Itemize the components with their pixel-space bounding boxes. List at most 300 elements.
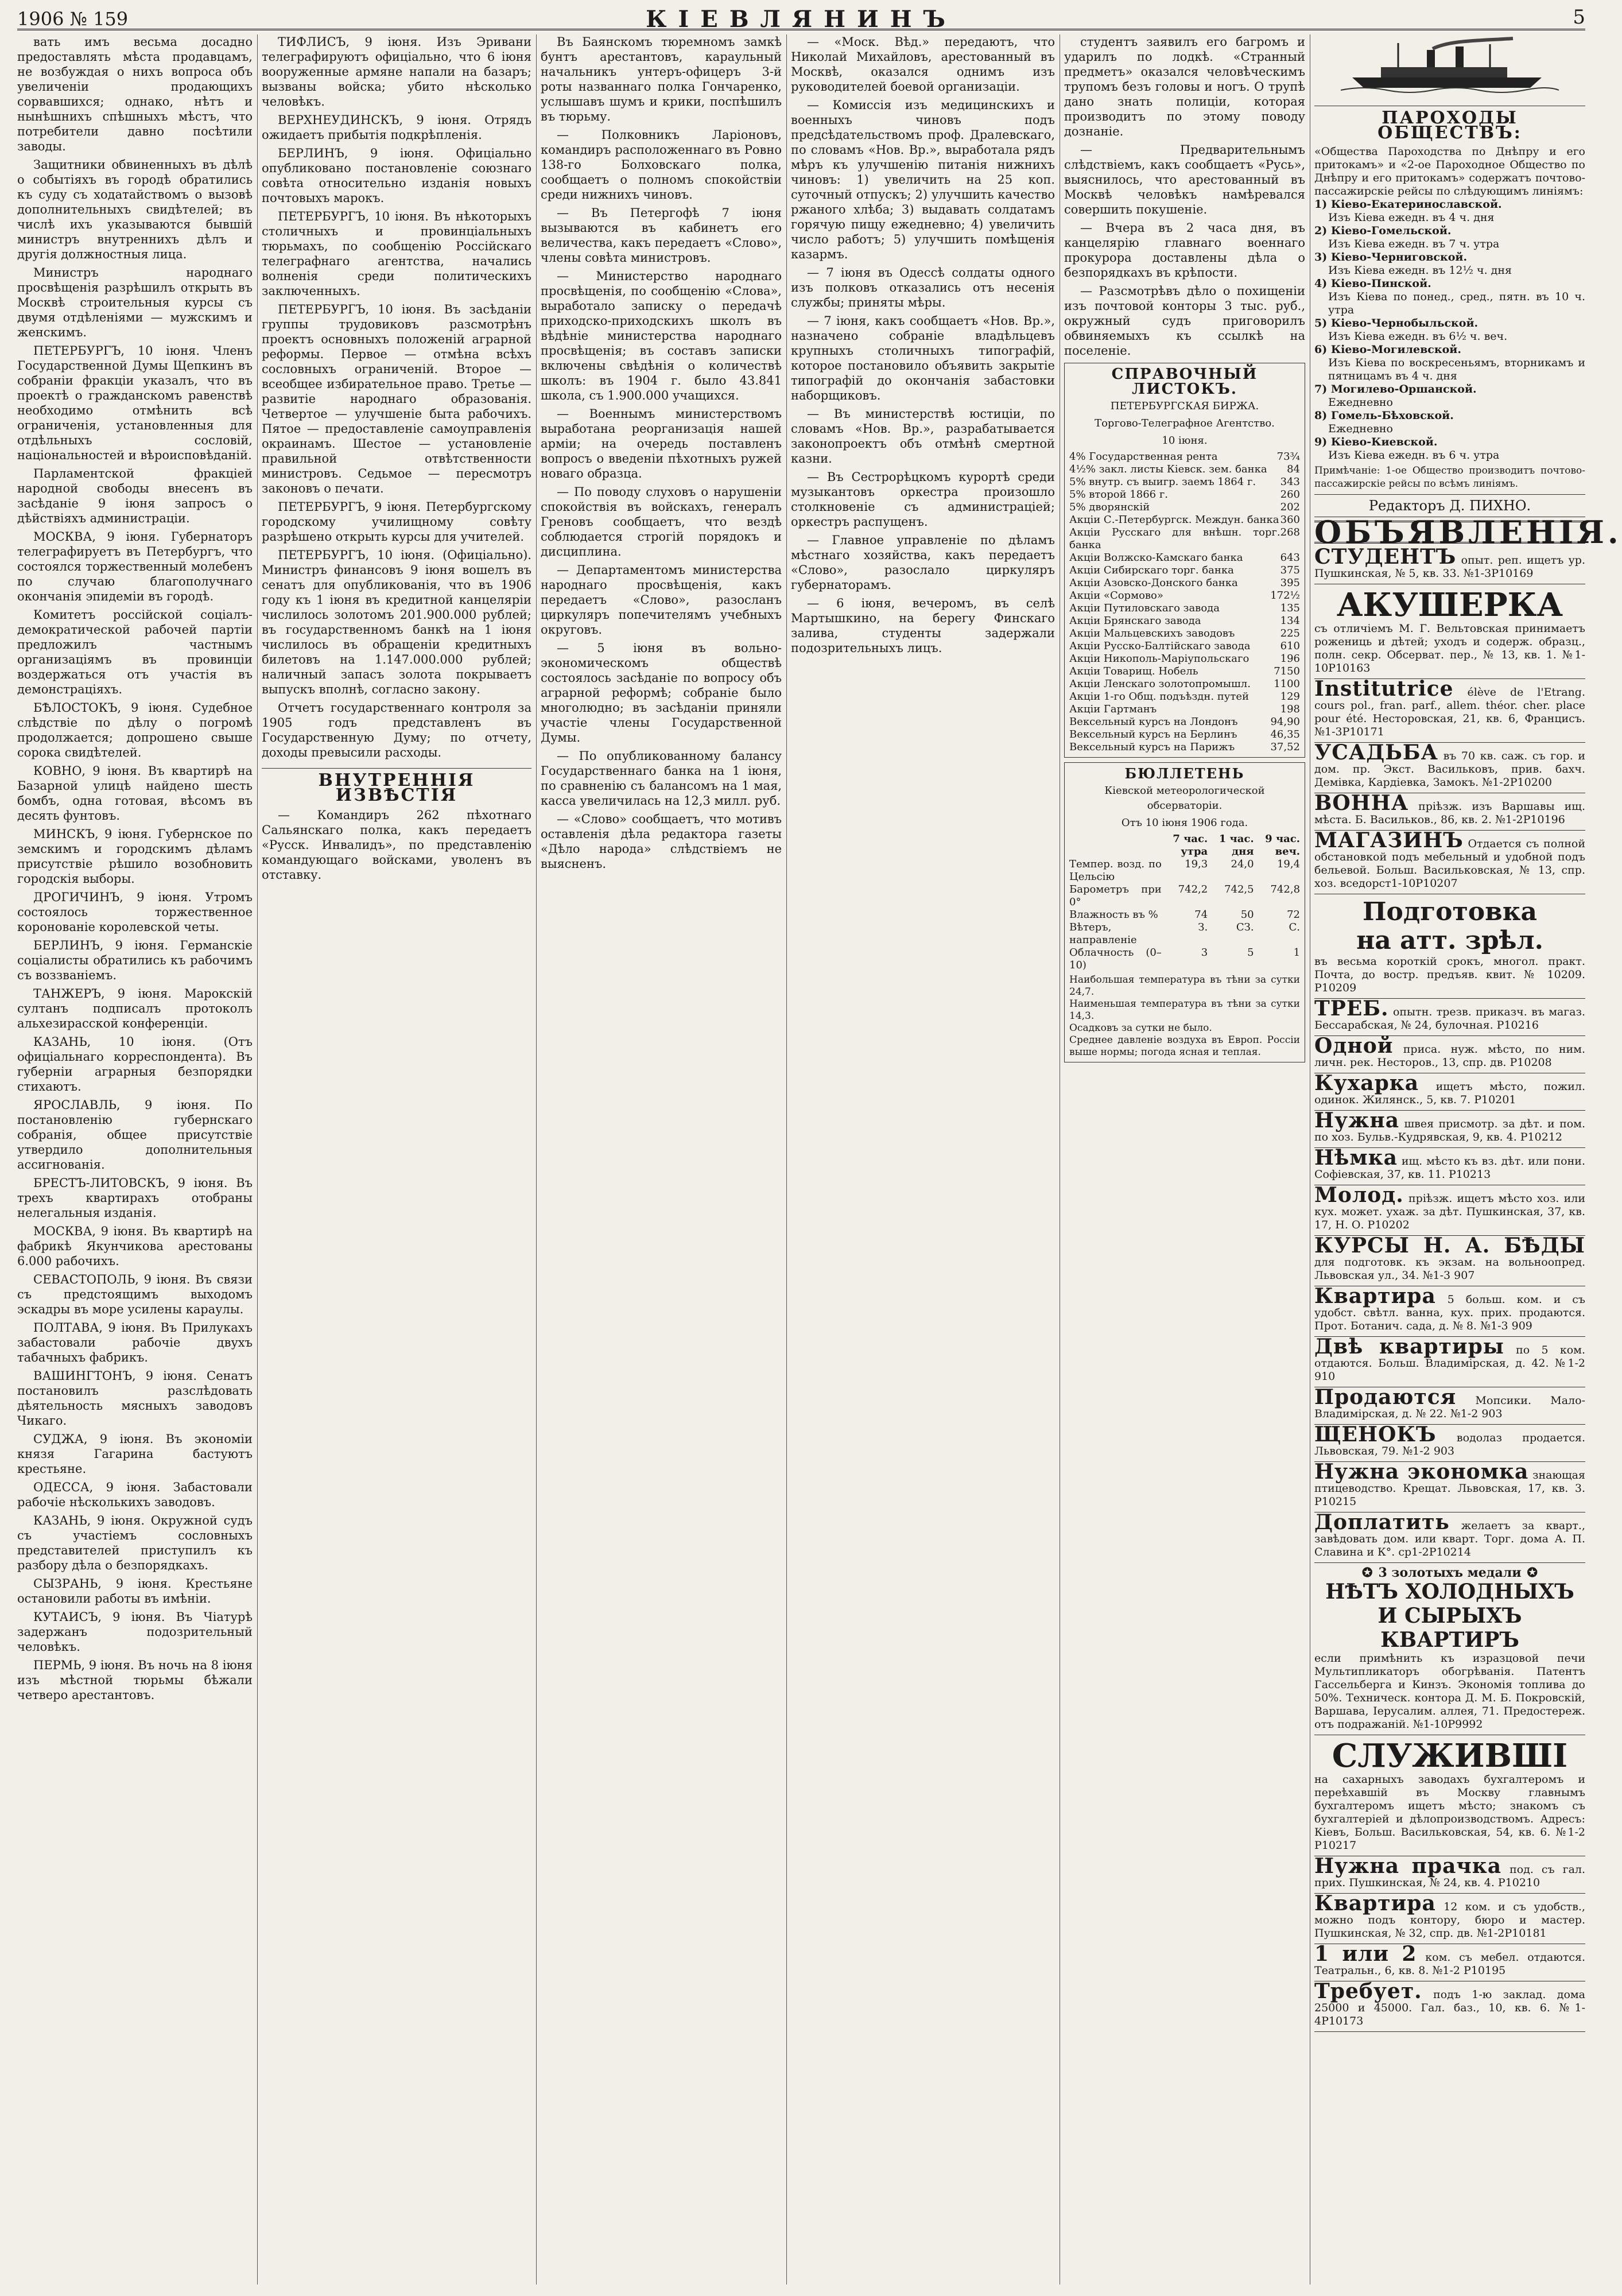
ad-text: élève de l'Etrang. cours pol., fran. parf., allem. théor. cher. place pour été. Несторовская, 21, кв. 6, Францисъ. №1-3Р10171 xyxy=(1314,686,1585,738)
ad-text: въ весьма короткій срокъ, многол. практ. Почта, до востр. предъяв. квит. № 10209. Р10209 xyxy=(1314,955,1585,994)
weather-cell: 19,3 xyxy=(1185,858,1208,870)
stock-name: 5% дворянскій xyxy=(1069,501,1150,513)
ad-text: швея присмотр. за дѣт. и пом. по хоз. Бульв.-Кудрявская, 9, кв. 4. Р10212 xyxy=(1314,1118,1585,1143)
weather-row xyxy=(1069,921,1300,947)
stock-price: 129 xyxy=(1280,691,1300,703)
classified-ad xyxy=(1314,1036,1585,1073)
stock-name: Акціи Путиловскаго завода xyxy=(1069,602,1220,614)
weather-cell: 742,5 xyxy=(1224,883,1254,895)
classified-ad xyxy=(1314,1462,1585,1512)
classified-ad xyxy=(1314,740,1585,793)
weather-header: 9 час. веч. xyxy=(1265,833,1301,858)
ad-heading: АКУШЕРКА xyxy=(1336,586,1563,624)
weather-note: Наименьшая температура въ тѣни за сутки 14,3. xyxy=(1069,998,1300,1022)
ad-text: съ отличіемъ М. Г. Вельтовская принимаетъ рожениць и дѣтей; уходъ и содерж. образц., полн. секр. Обсерват. пер., № 13, кв. 1. №1-10Р10163 xyxy=(1314,622,1585,674)
weather-cell: 74 xyxy=(1194,909,1208,921)
classified-ad xyxy=(1314,547,1585,584)
stock-row xyxy=(1069,463,1300,476)
ad-text: по 5 ком. отдаются. Больш. Владимірская, д. 42. №1-2 910 xyxy=(1314,1344,1585,1383)
stock-row xyxy=(1069,526,1300,552)
ad-text: водолаз продается. Львовская, 79. №1-2 903 xyxy=(1314,1432,1585,1457)
ad-heading: Молод. xyxy=(1314,1183,1404,1207)
stock-name: 5% второй 1866 г. xyxy=(1069,488,1168,501)
article-paragraph: СЫЗРАНЬ, 9 іюня. Крестьяне остановили работы въ имѣніи. xyxy=(17,1577,253,1605)
article-paragraph: БѢЛОСТОКЪ, 9 іюня. Судебное слѣдствіе по дѣлу о погромѣ продолжается; допрошено свыше сорока свидѣтелей. xyxy=(17,701,253,759)
page-number: 5 xyxy=(1573,6,1585,29)
weather-row xyxy=(1069,947,1300,972)
medals-badge xyxy=(1314,1566,1585,1580)
ad-heading: Нужна прачка xyxy=(1314,1854,1502,1878)
medal-icon: ✪ xyxy=(1527,1565,1538,1580)
article-paragraph: ПЕТЕРБУРГЪ, 9 іюня. Петербургскому городскому училищному совѣту разрѣшено открыть курсы для учителей. xyxy=(262,500,531,544)
weather-cell: 1 xyxy=(1293,947,1301,959)
ad-text: опыт. реп. ищетъ ур. Пушкинская, № 5, кв. 33. №1-3Р10169 xyxy=(1314,554,1585,580)
article-paragraph: — «Слово» сообщаетъ, что мотивъ оставленія дѣла редактора газеты «Дѣло народа» слѣдствіемъ не выясненъ. xyxy=(541,812,782,871)
stock-row xyxy=(1069,703,1300,716)
stock-row xyxy=(1069,451,1300,463)
article-paragraph: — 5 іюня въ вольно-экономическомъ обществѣ состоялось засѣданіе по вопросу объ аграрной реформѣ; собраніе было многолюдно; въ засѣданіи приняли участіе члены Государственной Думы. xyxy=(541,641,782,744)
stock-row xyxy=(1069,716,1300,728)
weather-note: Осадковъ за сутки не было. xyxy=(1069,1022,1212,1034)
stock-price: 37,52 xyxy=(1270,741,1300,753)
weather-cell: 742,8 xyxy=(1270,883,1301,895)
column-2 xyxy=(262,34,531,2285)
stock-row xyxy=(1069,476,1300,488)
stock-exchange-subtitle: ПЕТЕРБУРГСКАЯ БИРЖА. xyxy=(1110,400,1259,412)
ad-heading: Двѣ квартиры xyxy=(1314,1335,1504,1359)
stock-exchange-title: СПРАВОЧНЫЙ ЛИСТОКЪ. xyxy=(1111,366,1258,398)
steamer-route-schedule: Ежедневно xyxy=(1328,422,1393,435)
stock-row xyxy=(1069,488,1300,501)
stock-name: Акціи 1-го Общ. подъѣздн. путей xyxy=(1069,691,1249,703)
weather-subtitle: Кіевской метеорологической обсерваторіи. xyxy=(1104,785,1265,812)
classified-ad xyxy=(1314,1286,1585,1337)
stock-name: 5% внутр. съ выигр. заемъ 1864 г. xyxy=(1069,476,1256,488)
classified-ad xyxy=(1314,1981,1585,2032)
article-paragraph: СЕВАСТОПОЛЬ, 9 іюня. Въ связи съ предстоящимъ выходомъ эскадры въ море усилены караулы. xyxy=(17,1273,253,1316)
stock-price: 84 xyxy=(1287,463,1300,475)
ad-heading: Доплатить xyxy=(1314,1510,1450,1534)
article-paragraph: БЕРЛИНЪ, 9 іюня. Офиціально опубликовано постановленіе союзнаго совѣта относительно изданія новыхъ почтовыхъ марокъ. xyxy=(262,146,531,205)
steamer-route-name: 9) Кіево-Киевской. xyxy=(1314,436,1438,448)
steamer-route-schedule: Изъ Кіева ежедн. въ 6 ч. утра xyxy=(1328,449,1500,461)
column-4 xyxy=(791,34,1055,2285)
steamer-route xyxy=(1314,383,1585,409)
article-paragraph: МИНСКЪ, 9 іюня. Губернское по земскимъ и городскимъ дѣламъ присутствіе рѣшило возобновить городскія выборы. xyxy=(17,827,253,886)
ad-heading: КУРСЫ Н. А. БѢДЫ xyxy=(1314,1234,1585,1258)
article-paragraph: МОСКВА, 9 іюня. Въ квартирѣ на фабрикѣ Якунчикова арестованы 6.000 рабочихъ. xyxy=(17,1224,253,1268)
stock-price: 395 xyxy=(1280,577,1300,589)
weather-cell: Влажность въ % xyxy=(1069,909,1158,921)
article-paragraph: — Разсмотрѣвъ дѣло о похищеніи изъ почтовой конторы 3 тыс. руб., окружный судъ приговорилъ обвиняемыхъ къ ссылкѣ на поселеніе. xyxy=(1064,284,1305,358)
article-paragraph: — Департаментомъ министерства народнаго просвѣщенія, какъ передаетъ «Слово», разосланъ циркуляръ попечителямъ учебныхъ округовъ. xyxy=(541,563,782,637)
stock-row xyxy=(1069,627,1300,640)
article-paragraph: — Въ министерствѣ юстиціи, по словамъ «Нов. Вр.», разрабатывается законопроектъ объ отмѣнѣ смертной казни. xyxy=(791,407,1055,466)
weather-header-row xyxy=(1069,833,1300,858)
stock-name: Акціи Ленскаго золотопромышл. xyxy=(1069,678,1251,690)
stock-price: 172½ xyxy=(1270,589,1300,602)
article-paragraph: ПЕТЕРБУРГЪ, 10 іюня. Въ нѣкоторыхъ столичныхъ и провинціальныхъ тюрьмахъ, по сообщенію Россійскаго телеграфнаго агентства, начались волненія среди политическихъ заключенныхъ. xyxy=(262,210,531,298)
article-paragraph: — 6 іюня, вечеромъ, въ селѣ Мартышкино, на берегу Финскаго залива, студенты задержали подозрительныхъ лицъ. xyxy=(791,596,1055,655)
stock-name: Акціи «Сормово» xyxy=(1069,589,1163,602)
steamer-route-name: 5) Кіево-Чернобыльской. xyxy=(1314,317,1479,329)
ad-heading: ТРЕБ. xyxy=(1314,996,1389,1021)
steamer-route xyxy=(1314,224,1585,251)
ad-heading: СТУДЕНТЪ xyxy=(1314,545,1457,569)
column-divider xyxy=(257,34,258,2285)
weather-row xyxy=(1069,883,1300,909)
steamer-route-schedule: Изъ Кіева ежедн. въ 7 ч. утра xyxy=(1328,238,1500,250)
stock-row xyxy=(1069,552,1300,564)
article-paragraph: БЕРЛИНЪ, 9 іюня. Германскіе соціалисты обратились къ рабочимъ съ воззваніемъ. xyxy=(17,938,253,982)
ad-heading: СЛУЖИВШІ xyxy=(1332,1737,1568,1775)
article-paragraph: — Главное управленіе по дѣламъ мѣстнаго хозяйства, какъ передаетъ «Слово», разослало циркуляръ губернаторамъ. xyxy=(791,533,1055,592)
classified-ad xyxy=(1314,1891,1585,1944)
masthead xyxy=(17,6,1585,33)
weather-cell: Барометръ при 0° xyxy=(1069,883,1162,908)
classified-ad xyxy=(1314,584,1585,679)
ad-text: знающая птицеводство. Крещат. Львовская, 17, кв. 3. Р10215 xyxy=(1314,1469,1585,1508)
article-paragraph: — «Моск. Вѣд.» передаютъ, что Николай Михайловъ, арестованный въ Москвѣ, оказался однимъ изъ руководителей боевой организаціи. xyxy=(791,35,1055,94)
stock-row xyxy=(1069,589,1300,602)
ad-text: пріѣзж. изъ Варшавы ищ. мѣста. Б. Васильков., 86, кв. 2. №1-2Р10196 xyxy=(1314,800,1585,826)
ad-text: пріѣзж. ищетъ мѣсто хоз. или кух. может. ухаж. за дѣт. Пушкинская, 37, кв. 17, Н. О. Р10202 xyxy=(1314,1192,1585,1231)
classified-ad xyxy=(1314,894,1585,999)
weather-header: 7 час. утра xyxy=(1173,833,1208,858)
steamer-route xyxy=(1314,198,1585,224)
weather-cell: С. xyxy=(1289,921,1301,933)
classified-ad xyxy=(1314,793,1585,831)
ad-text: ищ. мѣсто къ вз. дѣт. или пони. Софіевская, 37, кв. 11. Р10213 xyxy=(1314,1155,1585,1181)
ad-text: приса. нуж. мѣсто, по ним. личн. рек. Несторов., 13, спр. дв. Р10208 xyxy=(1314,1043,1585,1069)
ad-text: на сахарныхъ заводахъ бухгалтеромъ и переѣхавшій въ Москву главнымъ бухгалтеромъ ищетъ мѣсто; знакомъ съ бухгалтеріей и дѣлопроизводствомъ. Адресъ: Кіевъ, Больш. Васильковская, 54, кв. 6. №1-2 Р10217 xyxy=(1314,1773,1585,1852)
article-paragraph: КОВНО, 9 іюня. Въ квартирѣ на Базарной улицѣ найдено шесть бомбъ, одна готовая, вѣсомъ въ десять фунтовъ. xyxy=(17,764,253,823)
weather-row xyxy=(1069,909,1300,921)
ad-heading: НѢТЪ ХОЛОДНЫХЪ И СЫРЫХЪ КВАРТИРЪ xyxy=(1325,1580,1574,1652)
article-paragraph: ПЕРМЬ, 9 іюня. Въ ночь на 8 іюня изъ мѣстной тюрьмы бѣжали четверо арестантовъ. xyxy=(17,1658,253,1702)
advertisements-title: ОБЪЯВЛЕНІЯ. xyxy=(1314,514,1622,550)
ad-heading: Квартира xyxy=(1314,1284,1436,1308)
column-3 xyxy=(541,34,782,2285)
stock-row xyxy=(1069,678,1300,691)
steamer-route-schedule: Изъ Кіева по понед., сред., пятн. въ 10 ч. утра xyxy=(1328,290,1585,316)
stock-price: 46,35 xyxy=(1270,728,1300,740)
issue-number: 1906 № 159 xyxy=(17,8,129,30)
article-paragraph: ЯРОСЛАВЛЬ, 9 іюня. По постановленію губернскаго собранія, общее присутствіе утвердило дополнительныя ассигнованія. xyxy=(17,1098,253,1172)
stock-price: 268 xyxy=(1280,526,1300,538)
stock-row xyxy=(1069,602,1300,615)
stock-row xyxy=(1069,640,1300,653)
ad-text: если примѣнить къ изразцовой печи Мультипликаторъ обогрѣванія. Патентъ Гассельберга и Кинзъ. Экономія топлива до 50%. Техническ. контора Д. М. Б. Покровскій, Варшава, Іерусалим. аллея, 71. Предостереж. отъ подражаній. №1-10Р9992 xyxy=(1314,1652,1585,1731)
stock-price: 94,90 xyxy=(1270,716,1300,728)
weather-header xyxy=(1069,833,1162,858)
stock-price: 73¾ xyxy=(1276,451,1300,463)
stock-name: Акціи Русскаго для внѣшн. торг. банка xyxy=(1069,526,1280,551)
article-paragraph: Въ Баянскомъ тюремномъ замкѣ бунтъ арестантовъ, караульный начальникъ унтеръ-офицеръ 3-й роты названнаго полка Гончаренко, услышавъ шумъ и крики, поспѣшилъ въ тюрьму. xyxy=(541,35,782,123)
steamer-route xyxy=(1314,409,1585,436)
stock-name: Вексельный курсъ на Берлинъ xyxy=(1069,728,1237,740)
article-paragraph: Министръ народнаго просвѣщенія разрѣшилъ открыть въ Москвѣ строительныя курсы съ двумя отдѣленіями — мужскимъ и женскимъ. xyxy=(17,266,253,339)
column-6-advertisements xyxy=(1314,34,1622,2285)
article-paragraph: — Министерство народнаго просвѣщенія, по сообщенію «Слова», выработало записку о передачѣ приходско-приходскихъ школъ въ вѣдѣніе министерства народнаго просвѣщенія; въ составъ записки включены свѣдѣнія о количествѣ школъ: въ 1904 г. было 43.841 школа, съ 1.900.000 учащихся. xyxy=(541,269,782,402)
steamer-route-name: 1) Кіево-Екатеринославской. xyxy=(1314,198,1502,211)
steamer-route xyxy=(1314,277,1585,317)
ad-heading: МАГАЗИНЪ xyxy=(1314,828,1464,852)
article-paragraph: — Военнымъ министерствомъ выработана реорганизація нашей арміи; на очередь поставленъ вопросъ о введеніи пѣхотныхъ ружей новаго образца. xyxy=(541,407,782,480)
article-paragraph: ОДЕССА, 9 іюня. Забастовали рабочіе нѣсколькихъ заводовъ. xyxy=(17,1480,253,1509)
weather-cell: 19,4 xyxy=(1276,858,1301,870)
article-paragraph: БРЕСТЪ-ЛИТОВСКЪ, 9 іюня. Въ трехъ квартирахъ отобраны нелегальныя изданія. xyxy=(17,1176,253,1220)
ad-heading: Нужна xyxy=(1314,1108,1400,1133)
ad-text: под. съ гал. прих. Пушкинская, № 24, кв. 4. Р10210 xyxy=(1314,1863,1586,1889)
steamer-route-name: 3) Кіево-Черниговской. xyxy=(1314,251,1468,263)
ad-heading: 1 или 2 xyxy=(1314,1942,1417,1966)
steamers-note: Примѣчаніе: 1-ое Общество производитъ почтово-пассажирскіе рейсы по всѣмъ линіямъ. xyxy=(1314,465,1585,490)
stock-name: Акціи Мальцевскихъ заводовъ xyxy=(1069,627,1235,639)
classified-ad xyxy=(1314,1337,1585,1387)
stock-row xyxy=(1069,564,1300,577)
ad-heading: Одной xyxy=(1314,1034,1394,1058)
stock-price: 198 xyxy=(1280,703,1300,715)
weather-cell: 742,2 xyxy=(1178,883,1208,895)
classified-ad xyxy=(1314,1422,1585,1462)
article-paragraph: — Предварительнымъ слѣдствіемъ, какъ сообщаетъ «Русь», выяснилось, что арестованный въ Москвѣ человѣкъ намѣревался совершить покушеніе. xyxy=(1064,143,1305,216)
stock-row xyxy=(1069,728,1300,741)
stock-exchange-date: 10 іюня. xyxy=(1162,435,1208,447)
steamship-icon xyxy=(1341,37,1559,95)
classified-ad xyxy=(1314,1563,1585,1735)
article-paragraph: ПЕТЕРБУРГЪ, 10 іюня. Въ засѣданіи группы трудовиковъ разсмотрѣнъ проектъ основныхъ положеній аграрной реформы. Первое — отмѣна всѣхъ сословныхъ ограниченій. Второе — всеобщее избирательное право. Третье — развитіе народнаго образованія. Четвертое — улучшеніе быта рабочихъ. Пятое — предоставленіе самоуправленія окраинамъ. Шестое — установленіе правильной отвѣтственности министровъ. Седьмое — пересмотръ законовъ о печати. xyxy=(262,302,531,495)
article-paragraph: КАЗАНЬ, 9 іюня. Окружной судъ съ участіемъ сословныхъ представителей приступилъ къ разбору дѣла о безпорядкахъ. xyxy=(17,1514,253,1572)
article-paragraph: — Въ Сестрорѣцкомъ курортѣ среди музыкантовъ оркестра произошло столкновеніе съ администраціей; оркестръ распущенъ. xyxy=(791,470,1055,529)
classified-ad xyxy=(1314,1108,1585,1148)
stock-exchange-agency: Торгово-Телеграфное Агентство. xyxy=(1095,417,1275,429)
stock-row xyxy=(1069,501,1300,514)
article-paragraph: ТИФЛИСЪ, 9 іюня. Изъ Эривани телеграфируютъ офиціально, что 6 іюня вооруженные армяне напали на базаръ; вызваны войска; убито нѣсколько человѣкъ. xyxy=(262,35,531,108)
stock-name: Вексельный курсъ на Парижъ xyxy=(1069,741,1235,753)
stock-price: 1100 xyxy=(1274,678,1300,690)
weather-note: Наибольшая температура въ тѣни за сутки 24,7. xyxy=(1069,974,1300,998)
article-paragraph: Парламентской фракціей народной свободы внесенъ въ засѣданіе 9 іюня запросъ о дѣйствіяхъ администраціи. xyxy=(17,467,253,525)
ad-heading: Продаются xyxy=(1314,1385,1457,1409)
ad-text: 5 больш. ком. и съ удобст. свѣтл. ванна, кух. прих. продаются. Прот. Ботанич. сада, д. № 8. №1-3 909 xyxy=(1314,1293,1585,1332)
stock-row xyxy=(1069,653,1300,665)
stock-price: 202 xyxy=(1280,501,1300,513)
classified-ad xyxy=(1314,1185,1585,1236)
steamer-route xyxy=(1314,251,1585,277)
article-paragraph: ВАШИНГТОНЪ, 9 іюня. Сенатъ постановилъ разслѣдовать дѣятельность мясныхъ заводовъ Чикаго. xyxy=(17,1369,253,1428)
ad-heading: Кухарка xyxy=(1314,1071,1419,1095)
stock-name: 4% Государственная рента xyxy=(1069,451,1218,463)
stock-price: 135 xyxy=(1280,602,1300,614)
ad-text: для подготовк. къ экзам. на вольноопред. Львовская ул., 34. №1-3 907 xyxy=(1314,1256,1585,1282)
stock-price: 134 xyxy=(1280,615,1300,627)
steamer-route-schedule: Ежедневно xyxy=(1328,396,1393,409)
stock-row xyxy=(1069,514,1300,526)
stock-row xyxy=(1069,665,1300,678)
stock-price: 375 xyxy=(1280,564,1300,576)
article-paragraph: ВЕРХНЕУДИНСКЪ, 9 іюня. Отрядъ ожидаетъ прибытія подкрѣпленія. xyxy=(262,113,531,142)
classified-ad xyxy=(1314,1387,1585,1425)
article-paragraph: Отчетъ государственнаго контроля за 1905 годъ представленъ въ Государственную Думу; по отчету, доходы превысили расходы. xyxy=(262,701,531,759)
ad-heading: ЩЕНОКЪ xyxy=(1314,1422,1437,1446)
article-paragraph: — Въ Петергофѣ 7 іюня вызываются въ кабинетъ его величества, какъ передаетъ «Слово», члены совѣта министровъ. xyxy=(541,206,782,265)
steamer-route-name: 8) Гомель-Бѣховской. xyxy=(1314,409,1454,422)
classified-ad xyxy=(1314,1944,1585,1981)
classified-ad xyxy=(1314,1148,1585,1185)
ad-text: Мопсики. Мало-Владимірская, д. № 22. №1-2 903 xyxy=(1314,1394,1585,1420)
steamer-route-schedule: Изъ Кіева по воскресеньямъ, вторникамъ и пятницамъ въ 4 ч. дня xyxy=(1328,356,1585,382)
ad-text: ищетъ мѣсто, пожил. одинок. Жилянск., 5, кв. 7. Р10201 xyxy=(1314,1080,1585,1106)
steamer-route-schedule: Изъ Кіева ежедн. въ 4 ч. дня xyxy=(1328,211,1495,224)
article-paragraph: ПЕТЕРБУРГЪ, 10 іюня. (Офиціально). Министръ финансовъ 9 іюня вошелъ въ сенатъ для опубликованія, что въ 1906 году къ 1 іюня въ кредитной канцеляріи числилось золотомъ 201.900.000 рублей; въ государственномъ банкѣ на 1 іюня числилось въ обращеніи кредитныхъ билетовъ на 1.147.000.000 рублей; наличный запасъ золота покрываетъ выпускъ вполнѣ, согласно закону. xyxy=(262,548,531,696)
ad-heading: Квартира xyxy=(1314,1891,1436,1915)
steamer-route-name: 2) Кіево-Гомельской. xyxy=(1314,224,1452,237)
article-paragraph: ТАНЖЕРЪ, 9 іюня. Марокскій султанъ подписалъ протоколъ альхезирасской конференціи. xyxy=(17,987,253,1030)
classified-ad xyxy=(1314,828,1585,894)
classified-ad xyxy=(1314,1512,1585,1563)
weather-cell: Вѣтеръ, направленіе xyxy=(1069,921,1137,946)
article-paragraph: Защитники обвиненныхъ въ дѣлѣ о событіяхъ въ городѣ обратились къ суду съ ходатайствомъ о вызовѣ дополнительныхъ свидѣтелей; въ числѣ ихъ указываются бывшій министръ внутреннихъ дѣлъ и другія должностныя лица. xyxy=(17,158,253,261)
ad-heading: ВОННА xyxy=(1314,791,1409,815)
stock-row xyxy=(1069,691,1300,703)
weather-cell: З. xyxy=(1198,921,1208,933)
weather-header: 1 час. дня xyxy=(1219,833,1254,858)
stock-name: Акціи Брянскаго завода xyxy=(1069,615,1201,627)
article-paragraph: — 7 іюня, какъ сообщаетъ «Нов. Вр.», назначено собраніе владѣльцевъ крупныхъ столичныхъ типографій, которое постановило объявить закрытіе типографій до окончанія забастовки наборщиковъ. xyxy=(791,314,1055,402)
ad-text: подъ 1-ю заклад. дома 25000 и 45000. Гал. баз., 10, кв. 6. №1-4Р10173 xyxy=(1314,1988,1585,2027)
classified-ad xyxy=(1314,996,1585,1036)
steamer-route xyxy=(1314,317,1585,343)
ad-heading: Institutrice xyxy=(1314,677,1454,701)
article-paragraph: вать имъ весьма досадно предоставлять мѣста продавцамъ, не возбуждая о нихъ вопроса объ увеличеніи продающихъ сорвавшихся; однако, нѣтъ и нынѣшнихъ спѣшныхъ мѣстъ, что потребители давно посѣтили заводы. xyxy=(17,35,253,153)
steamer-route-name: 7) Могилево-Оршанской. xyxy=(1314,383,1477,395)
newspaper-title: КІЕВЛЯНИНЪ xyxy=(646,6,957,33)
article-paragraph: — По поводу слуховъ о нарушеніи спокойствія въ войскахъ, генералъ Греновъ сообщаетъ, что вездѣ соблюдается строгій порядокъ и дисциплина. xyxy=(541,485,782,559)
article-paragraph: КУТАИСЪ, 9 іюня. Въ Чіатурѣ задержанъ подозрительный человѣкъ. xyxy=(17,1610,253,1654)
stock-price: 360 xyxy=(1280,514,1300,526)
column-5 xyxy=(1064,34,1305,2285)
weather-title: БЮЛЛЕТЕНЬ xyxy=(1124,765,1245,782)
classified-ad xyxy=(1314,1236,1585,1286)
weather-cell: 72 xyxy=(1287,909,1301,921)
steamer-route-schedule: Изъ Кіева ежедн. въ 6½ ч. веч. xyxy=(1328,330,1508,343)
ad-text: въ 70 кв. саж. съ гор. и дом. пр. Экст. Васильковъ, прив. бахч. Демівка, Кардіевка, Замокъ. №1-2Р10200 xyxy=(1314,750,1585,789)
article-paragraph: КАЗАНЬ, 10 іюня. (Отъ офиціальнаго корреспондента). Въ губерніи аграрныя безпорядки стихаютъ. xyxy=(17,1035,253,1093)
article-paragraph: Комитетъ россійской соціалъ-демократической рабочей партіи предложилъ частнымъ организаціямъ въ провинціи воздержаться отъ участія въ демонстраціяхъ. xyxy=(17,608,253,696)
stock-row xyxy=(1069,615,1300,627)
stock-name: 4½% закл. листы Кіевск. зем. банка xyxy=(1069,463,1267,475)
stock-name: Акціи Гартманъ xyxy=(1069,703,1157,715)
ad-text: желаетъ за кварт., завѣдовать дом. или кварт. Торг. дома А. П. Славина и К°. ср1-2Р10214 xyxy=(1314,1519,1585,1558)
weather-cell: Темпер. возд. по Цельсію xyxy=(1069,858,1162,883)
weather-cell: 24,0 xyxy=(1231,858,1254,870)
ad-heading: Требует. xyxy=(1314,1979,1422,2003)
stock-name: Акціи Волжско-Камскаго банка xyxy=(1069,552,1243,564)
stock-name: Акціи Никополь-Маріупольскаго xyxy=(1069,653,1250,665)
weather-row xyxy=(1069,858,1300,883)
stock-exchange-box xyxy=(1064,363,1305,758)
article-paragraph: ПЕТЕРБУРГЪ, 10 іюня. Членъ Государственной Думы Щепкинъ въ собраніи фракціи указалъ, что въ проектѣ о гражданскомъ равенствѣ необходимо отмѣнить всѣ ограниченія, установленныя для отдѣльныхъ сословій, національностей и вѣроисповѣданій. xyxy=(17,344,253,462)
article-paragraph: МОСКВА, 9 іюня. Губернаторъ телеграфируетъ въ Петербургъ, что состоялся торжественный молебенъ по случаю благополучнаго окончанія эпидеміи въ городѣ. xyxy=(17,530,253,603)
weather-date: Отъ 10 іюня 1906 года. xyxy=(1121,817,1248,829)
stock-price: 225 xyxy=(1280,627,1300,639)
stock-name: Акціи Сибирскаго торг. банка xyxy=(1069,564,1234,576)
ad-text: опытн. трезв. приказч. въ магаз. Бессарабская, № 24, булочная. Р10216 xyxy=(1314,1006,1585,1031)
stock-row xyxy=(1069,577,1300,589)
article-paragraph: — Комиссія изъ медицинскихъ и военныхъ чиновъ подъ предсѣдательствомъ проф. Дралевскаго, по словамъ «Нов. Вр.», выработала рядъ мѣръ къ улучшенію питанія нижнихъ чиновъ: 1) увеличить на 25 коп. суточный отпускъ; 2) улучшить качество ржаного хлѣба; 3) выдавать солдатамъ горячую пищу ежедневно; 4) увеличить число работъ; 5) улучшить помѣщенія казармъ. xyxy=(791,98,1055,261)
steamer-route xyxy=(1314,343,1585,383)
article-paragraph: — 7 іюня въ Одессѣ солдаты одного изъ полковъ отказались отъ несенія службы; приняты мѣры. xyxy=(791,266,1055,309)
weather-cell: Облачность (0–10) xyxy=(1069,947,1162,971)
stock-price: 610 xyxy=(1280,640,1300,652)
steamer-route-name: 4) Кіево-Пинской. xyxy=(1314,277,1431,290)
column-divider xyxy=(786,34,787,2285)
stock-price: 643 xyxy=(1280,552,1300,564)
steamers-subtitle: «Общества Пароходства по Днѣпру и его притокамъ» и «2-ое Пароходное Общество по Днѣпру и его притокамъ» содержатъ почтово-пассажирскіе рейсы по слѣдующимъ линіямъ: xyxy=(1314,145,1585,197)
column-1 xyxy=(17,34,253,2285)
weather-cell: 50 xyxy=(1240,909,1254,921)
steamer-route xyxy=(1314,436,1585,462)
stock-price: 260 xyxy=(1280,488,1300,501)
ad-heading: Нѣмка xyxy=(1314,1146,1398,1170)
stock-row xyxy=(1069,741,1300,754)
article-paragraph: — Командиръ 262 пѣхотнаго Сальянскаго полка, какъ передаетъ «Русск. Инвалидъ», по представленію командующаго войсками, уволенъ въ отставку. xyxy=(262,808,531,882)
stock-price: 196 xyxy=(1280,653,1300,665)
steamer-route-schedule: Изъ Кіева ежедн. въ 12½ ч. дня xyxy=(1328,264,1512,277)
classified-ad xyxy=(1314,1073,1585,1111)
stock-price: 343 xyxy=(1280,476,1300,488)
article-paragraph: ПОЛТАВА, 9 іюня. Въ Прилукахъ забастовали рабочіе двухъ табачныхъ фабрикъ. xyxy=(17,1321,253,1364)
article-paragraph: СУДЖА, 9 іюня. Въ экономіи князя Гагарина бастуютъ крестьяне. xyxy=(17,1432,253,1476)
section-heading: ВНУТРЕННІЯ ИЗВѢСТІЯ xyxy=(262,768,531,803)
stock-name: Акціи С.-Петербургск. Междун. банка xyxy=(1069,514,1279,526)
ad-text: ком. съ мебел. отдаются. Театральн., 6, кв. 8. №1-2 Р10195 xyxy=(1314,1951,1585,1977)
medals-label: 3 золотыхъ медали xyxy=(1378,1565,1522,1580)
steamers-title: ПАРОХОДЫ ОБЩЕСТВЪ: xyxy=(1314,106,1585,141)
article-paragraph: — Вчера въ 2 часа дня, въ канцелярію главнаго военнаго прокурора доставлены дѣла о безпорядкахъ въ крѣпости. xyxy=(1064,221,1305,280)
stock-name: Акціи Товарищ. Нобель xyxy=(1069,665,1198,677)
article-paragraph: студентъ заявилъ его багромъ и ударилъ по лодкѣ. «Странный предметъ» оказался человѣческимъ трупомъ безъ головы и ногъ. О трупѣ дано знать полиціи, которая производитъ по этому поводу дознаніе. xyxy=(1064,35,1305,138)
weather-cell: 5 xyxy=(1247,947,1254,959)
stock-name: Вексельный курсъ на Лондонъ xyxy=(1069,716,1238,728)
steamer-route-name: 6) Кіево-Могилевской. xyxy=(1314,343,1461,356)
ad-text: 12 ком. и съ удобств., можно подъ контору, бюро и мастер. Пушкинская, № 32, спр. дв. №1-2Р10181 xyxy=(1314,1901,1585,1940)
classified-ad xyxy=(1314,1856,1585,1894)
ad-heading-2: на атт. зрѣл. xyxy=(1356,926,1543,955)
weather-cell: СЗ. xyxy=(1236,921,1254,933)
stock-price: 7150 xyxy=(1274,665,1300,677)
classified-ad xyxy=(1314,679,1585,743)
medal-icon: ✪ xyxy=(1362,1565,1373,1580)
column-divider xyxy=(536,34,537,2285)
steamer-illustration xyxy=(1314,34,1585,98)
ad-heading: УСАДЬБА xyxy=(1314,740,1438,765)
weather-cell: 3 xyxy=(1201,947,1208,959)
classified-ad xyxy=(1314,1735,1585,1856)
weather-bulletin xyxy=(1064,762,1305,1062)
article-paragraph: — По опубликованному балансу Государственнаго банка на 1 іюня, по сравненію съ балансомъ на 1 мая, касса увеличилась на 12,3 милл. руб. xyxy=(541,749,782,808)
article-paragraph: ДРОГИЧИНЪ, 9 іюня. Утромъ состоялось торжественное коронованіе королевской четы. xyxy=(17,890,253,934)
stock-name: Акціи Азовско-Донского банка xyxy=(1069,577,1238,589)
weather-note: Среднее давленіе воздуха въ Европ. Россіи выше нормы; погода ясная и теплая. xyxy=(1069,1034,1300,1058)
ad-text: Отдается съ полной обстановкой подъ мебельный и удобной подъ бельевой. Больш. Васильковская, № 13, спр. хоз. вседорст1-10Р10207 xyxy=(1314,837,1585,890)
stock-name: Акціи Русско-Балтійскаго завода xyxy=(1069,640,1251,652)
article-paragraph: — Полковникъ Ларіоновъ, командиръ расположеннаго въ Ровно 138-го Болховскаго полка, сообщаетъ о полномъ спокойствіи среди нижнихъ чиновъ. xyxy=(541,128,782,201)
ad-heading: Подготовка xyxy=(1362,897,1537,926)
ad-heading: Нужна экономка xyxy=(1314,1460,1529,1484)
editor-line: Редакторъ Д. ПИХНО. xyxy=(1314,494,1585,517)
